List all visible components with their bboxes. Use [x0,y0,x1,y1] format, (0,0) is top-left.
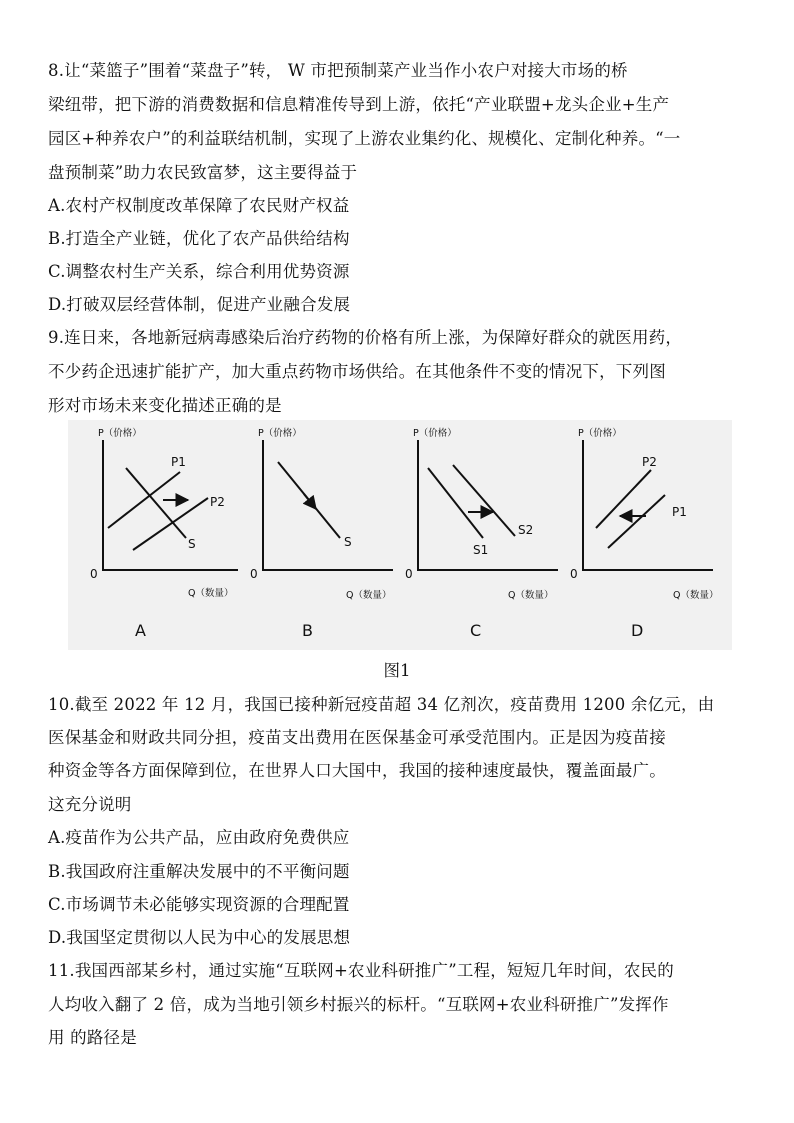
panel-a-s-line [126,468,186,538]
question-10-line-4: 这充分说明 [48,795,132,814]
panel-a-y-label: P（价格） [98,428,142,439]
panel-b-arrow [304,494,316,509]
panel-a-label-s: S [188,537,196,551]
question-8-line-2: 梁纽带，把下游的消费数据和信息精准传导到上游，依托“产业联盟+龙头企业+生产 [48,95,670,114]
question-11-line-1: 11.我国西部某乡村，通过实施“互联网+农业科研推广”工程，短短几年时间，农民的 [48,961,674,980]
panel-b-y-label: P（价格） [258,428,302,439]
panel-c-s1-line [428,468,483,538]
panel-d-origin: 0 [570,567,578,581]
panel-c-s2-line [453,465,515,536]
figure-1 [68,420,732,650]
panel-d-y-label: P（价格） [578,428,622,439]
question-10-line-3: 种资金等各方面保障到位，在世界人口大国中，我国的接种速度最快，覆盖面最广。 [48,761,666,780]
panel-d-x-label: Q（数量） [673,590,719,601]
option-c: C.调整农村生产关系，综合利用优势资源 [48,262,350,281]
panel-c-x-label: Q（数量） [508,590,554,601]
panel-b-letter: B [302,621,313,640]
panel-b-label-s: S [344,535,352,549]
panel-d-p2-line [596,470,651,528]
panel-a-origin: 0 [90,567,98,581]
question-9-line-1: 9.连日来，各地新冠病毒感染后治疗药物的价格有所上涨，为保障好群众的就医用药， [48,328,683,347]
option-c: C.市场调节未必能够实现资源的合理配置 [48,895,350,914]
panel-c-origin: 0 [405,567,413,581]
question-10-line-2: 医保基金和财政共同分担，疫苗支出费用在医保基金可承受范围内。正是因为疫苗接 [48,728,666,747]
option-d: D.打破双层经营体制，促进产业融合发展 [48,295,351,314]
panel-b-axes [263,440,393,570]
panel-a-p2-line [133,498,208,550]
option-a: A.疫苗作为公共产品，应由政府免费供应 [48,828,350,847]
panel-d-letter: D [631,621,644,640]
question-9-line-2: 不少药企迅速扩能扩产，加大重点药物市场供给。在其他条件不变的情况下，下列图 [48,362,666,381]
panel-d-label-p2: P2 [642,455,657,469]
panel-a-x-label: Q（数量） [188,588,234,599]
figure-caption: 图1 [383,661,411,680]
panel-c-letter: C [470,621,482,640]
option-b: B.打造全产业链，优化了农产品供给结构 [48,229,350,248]
panel-a-letter: A [135,621,146,640]
question-11-line-3: 用 的路径是 [48,1028,137,1047]
panel-c-label-s2: S2 [518,523,534,537]
question-10-line-1: 10.截至 2022 年 12 月，我国已接种新冠疫苗超 34 亿剂次，疫苗费用 1200 余亿元，由 [48,695,715,714]
panel-c-y-label: P（价格） [413,428,457,439]
question-11-line-2: 人均收入翻了 2 倍，成为当地引领乡村振兴的标杆。“互联网+农业科研推广”发挥作 [48,995,669,1014]
question-8-line-1: 8.让“菜篮子”围着“菜盘子”转， W 市把预制菜产业当作小农户对接大市场的桥 [48,61,628,80]
panel-a-label-p1: P1 [171,455,186,469]
option-a: A.农村产权制度改革保障了农民财产权益 [48,196,350,215]
question-8-line-4: 盘预制菜”助力农民致富梦，这主要得益于 [48,163,358,182]
option-d: D.我国坚定贯彻以人民为中心的发展思想 [48,928,351,947]
question-8-line-3: 园区+种养农户”的利益联结机制，实现了上游农业集约化、规模化、定制化种养。“一 [48,129,681,148]
option-b: B.我国政府注重解决发展中的不平衡问题 [48,862,350,881]
figure-1-graphs [68,420,732,650]
panel-d-label-p1: P1 [672,505,687,519]
panel-b-origin: 0 [250,567,258,581]
question-9-line-3: 形对市场未来变化描述正确的是 [48,396,282,415]
panel-c-label-s1: S1 [473,543,489,557]
panel-a-label-p2: P2 [210,495,225,509]
panel-d-p1-line [608,495,665,548]
panel-b-x-label: Q（数量） [346,590,392,601]
